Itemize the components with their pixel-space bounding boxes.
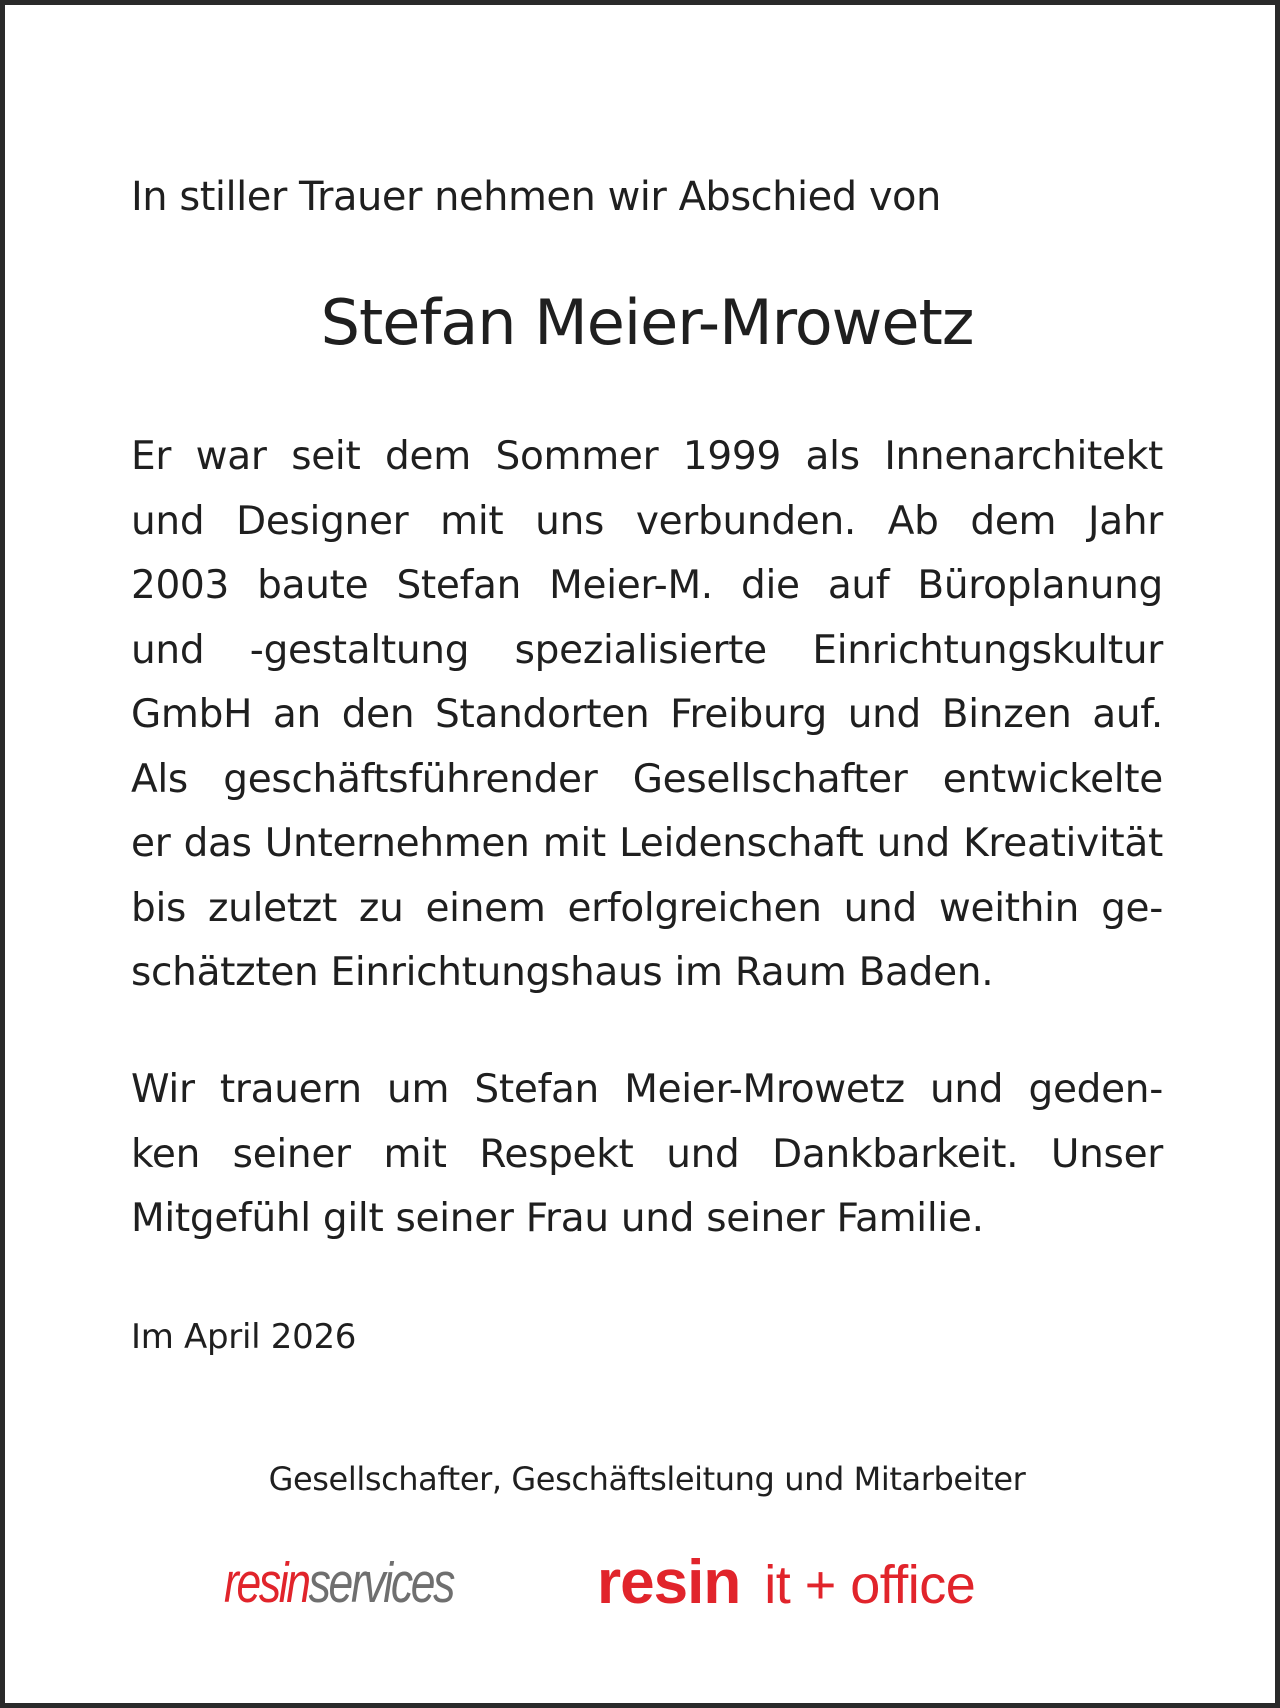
paragraph-line: 2003 baute Stefan Meier-M. die auf Büroplanung [131, 563, 1163, 608]
signoff: Gesellschafter, Geschäftsleitung und Mitarbeiter [268, 1460, 1026, 1498]
logo-text: it + office [764, 1555, 976, 1615]
resin-it-office-logo [597, 1543, 975, 1639]
paragraph-line: und -gestaltung spezialisierte Einrichtungskultur [131, 627, 1163, 673]
paragraph-line: bis zuletzt zu einem erfolgreichen und weithin ge- [131, 885, 1163, 931]
paragraph-line: Wir trauern um Stefan Meier-Mrowetz und geden- [131, 1067, 1163, 1112]
paragraph-line: schätzten Einrichtungshaus im Raum Baden. [131, 950, 994, 995]
company-logos [131, 1543, 1163, 1623]
intro-line: In stiller Trauer nehmen wir Abschied von [131, 174, 941, 220]
notice-date: Im April 2026 [131, 1317, 357, 1357]
paragraph-line: Er war seit dem Sommer 1999 als Innenarchitekt [131, 434, 1163, 479]
paragraph-line: und Designer mit uns verbunden. Ab dem Jahr [131, 498, 1163, 544]
paragraph-line: Mitgefühl gilt seiner Frau und seiner Familie. [131, 1196, 984, 1241]
paragraph-condolence [131, 1058, 1163, 1252]
paragraph-biography [131, 425, 1163, 1006]
resinservices-logo [224, 1543, 453, 1623]
paragraph-line: er das Unternehmen mit Leidenschaft und Kreativität [131, 821, 1163, 866]
paragraph-line: Als geschäftsführender Gesellschafter entwickelte [131, 756, 1163, 802]
logo-text: resin [597, 1548, 741, 1617]
logo-text: services [308, 1551, 454, 1615]
deceased-name: Stefan Meier-Mrowetz [320, 286, 974, 359]
paragraph-line: GmbH an den Standorten Freiburg und Binzen auf. [131, 692, 1163, 737]
logo-text: resin [224, 1551, 309, 1615]
paragraph-line: ken seiner mit Respekt und Dankbarkeit. Unser [131, 1131, 1163, 1177]
